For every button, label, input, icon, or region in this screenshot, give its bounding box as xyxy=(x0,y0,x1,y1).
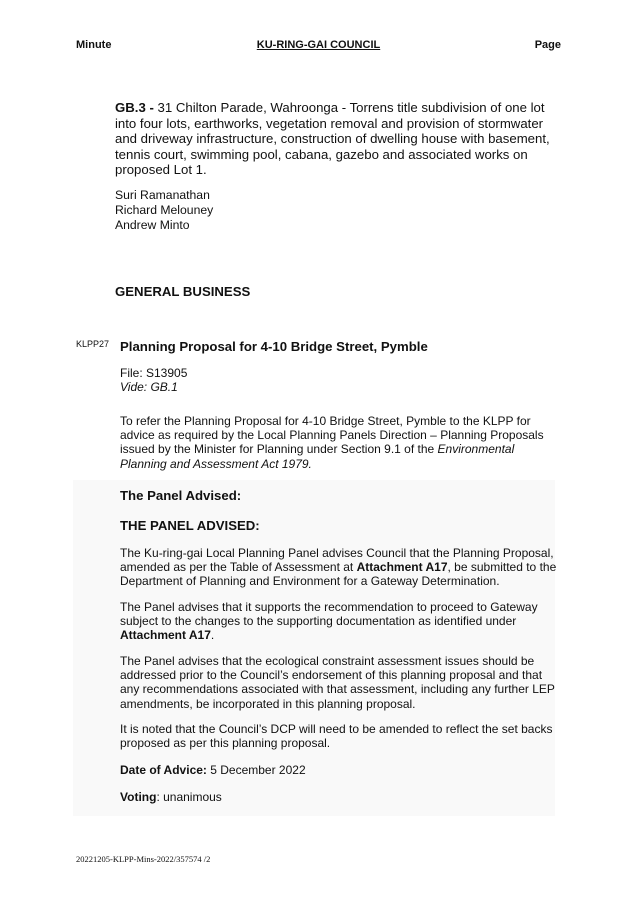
item-code: KLPP27 xyxy=(76,339,110,349)
gb3-paragraph xyxy=(115,100,565,178)
advice-paragraph-1 xyxy=(120,546,560,589)
voting-label: Voting xyxy=(120,790,157,804)
advice-text: The Panel advises that it supports the recommendation to proceed to Gateway subject to the changes to the supporting documentation as identified under xyxy=(120,600,538,629)
header-page: Page xyxy=(534,39,561,51)
voting xyxy=(120,790,560,804)
refer-act-title: Environmental Planning and Assessment Act 1979. xyxy=(120,442,515,471)
name-item: Suri Ramanathan xyxy=(115,188,210,202)
advice-paragraph-4: It is noted that the Council’s DCP will need to be amended to reflect the set backs proposed as per this planning proposal. xyxy=(120,722,553,751)
gb3-ref: GB.3 - xyxy=(115,100,154,115)
attachment-ref: Attachment A17 xyxy=(120,628,211,643)
refer-text: To refer the Planning Proposal for 4-10 Bridge Street, Pymble to the KLPP for advice as required by the Local Planning Panels Direction – Planning Proposals issued by the Minister for Planning under Section 9.1 of the xyxy=(120,414,544,457)
date-of-advice xyxy=(120,763,560,777)
advice-text: The Ku-ring-gai Local Planning Panel advises Council that the Planning Proposal, amended as per the Table of Assessment at xyxy=(120,546,554,575)
file-reference xyxy=(120,366,187,394)
gb3-text: 31 Chilton Parade, Wahroonga - Torrens title subdivision of one lot into four lots, earthworks, vegetation removal and provision of stormwater and driveway infrastructure, construction of dwelling house with basement, tennis court, swimming pool, cabana, gazebo and associated works on proposed Lot 1. xyxy=(115,100,550,177)
file-number: File: S13905 xyxy=(120,366,188,380)
name-item: Andrew Minto xyxy=(115,218,190,232)
advice-text: , be submitted to the Department of Planning and Environment for a Gateway Determination. xyxy=(120,560,557,589)
name-item: Richard Melouney xyxy=(115,203,214,217)
vide-reference: Vide: GB.1 xyxy=(120,380,178,394)
date-label: Date of Advice: xyxy=(120,763,207,777)
date-value: 5 December 2022 xyxy=(206,763,306,777)
panel-advised-heading-caps: THE PANEL ADVISED: xyxy=(120,518,260,533)
refer-paragraph xyxy=(120,414,560,471)
header-minute: Minute xyxy=(76,39,112,51)
advice-paragraph-3: The Panel advises that the ecological constraint assessment issues should be addressed prior to the Council’s endorsement of this planning proposal and that any recommendations associated with that assessment, including any further LEP amendments, be incorporated in this planning proposal. xyxy=(120,654,555,711)
voting-value: : unanimous xyxy=(156,790,222,804)
attendee-names xyxy=(115,188,213,233)
panel-advised-heading: The Panel Advised: xyxy=(120,488,242,503)
header-council-name: KU-RING-GAI COUNCIL xyxy=(256,39,381,51)
item-title: Planning Proposal for 4-10 Bridge Street, Pymble xyxy=(120,339,428,354)
attachment-ref: Attachment A17 xyxy=(356,560,448,575)
advice-paragraph-2 xyxy=(120,600,560,643)
footer-document-ref: 20221205-KLPP-Mins-2022/357574 /2 xyxy=(76,854,211,864)
advice-text: . xyxy=(210,628,215,643)
general-business-heading: GENERAL BUSINESS xyxy=(115,284,251,299)
